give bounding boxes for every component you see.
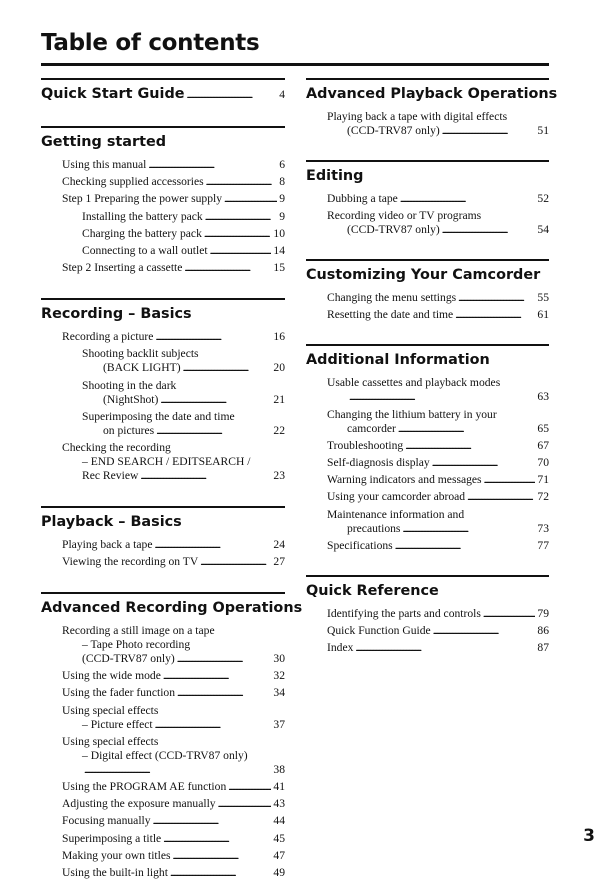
page-ref: 34 bbox=[273, 686, 285, 700]
page-ref: 15 bbox=[273, 261, 285, 275]
toc-entry[interactable] bbox=[306, 209, 549, 238]
page-ref: 30 bbox=[273, 652, 285, 666]
dot-leader bbox=[148, 158, 277, 173]
page-ref: 9 bbox=[279, 209, 285, 223]
toc-entry[interactable] bbox=[306, 539, 549, 554]
section-heading bbox=[306, 168, 549, 185]
toc-entry[interactable] bbox=[41, 735, 285, 778]
toc-entry[interactable] bbox=[41, 866, 285, 881]
toc-entry[interactable] bbox=[41, 244, 285, 259]
entry-text: camcorder bbox=[347, 421, 396, 435]
entry-text: Making your own titles bbox=[62, 848, 171, 862]
entry-text: Adjusting the exposure manually bbox=[62, 797, 216, 811]
entry-text-line: Shooting backlit subjects bbox=[82, 347, 199, 361]
page-ref: 37 bbox=[273, 717, 285, 731]
entry-text: Checking supplied accessories bbox=[62, 175, 204, 189]
toc-section-customizing-your-camcorder bbox=[306, 259, 549, 323]
page-ref: 16 bbox=[273, 330, 285, 344]
entry-text: Installing the battery pack bbox=[82, 209, 203, 223]
section-heading bbox=[41, 600, 303, 617]
page-ref: 24 bbox=[273, 537, 285, 551]
entry-text: Using the PROGRAM AE function bbox=[62, 780, 227, 793]
toc-entry[interactable] bbox=[306, 308, 549, 323]
page-ref: 77 bbox=[537, 538, 549, 552]
entry-text: Playing back a tape bbox=[62, 537, 153, 551]
page-ref: 70 bbox=[537, 455, 549, 469]
toc-entry[interactable] bbox=[306, 473, 549, 488]
dot-leader bbox=[398, 422, 535, 437]
entry-text-line: Checking the recording bbox=[62, 440, 171, 454]
toc-entry[interactable] bbox=[41, 261, 285, 276]
section-title: Advanced Playback Operations bbox=[306, 86, 558, 102]
dot-leader bbox=[173, 849, 272, 864]
entry-text-line: – Digital effect (CCD-TRV87 only) bbox=[82, 748, 248, 762]
toc-entry[interactable] bbox=[306, 110, 549, 139]
entry-text: Using the built-in light bbox=[62, 865, 168, 879]
toc-entry[interactable] bbox=[41, 441, 285, 484]
entry-text: Index bbox=[327, 641, 354, 655]
entry-text-line: Using special effects bbox=[62, 734, 159, 748]
entry-text: – Picture effect bbox=[82, 717, 153, 731]
toc-section-advanced-recording-operations bbox=[41, 592, 303, 881]
toc-entry[interactable] bbox=[41, 227, 285, 242]
toc-entry-list bbox=[306, 291, 549, 323]
toc-entry[interactable] bbox=[41, 192, 285, 207]
dot-leader bbox=[400, 192, 536, 207]
entry-text: (CCD-TRV87 only) bbox=[347, 223, 440, 237]
toc-entry-list bbox=[41, 158, 285, 276]
dot-leader bbox=[163, 832, 271, 847]
entry-text: Quick Function Guide bbox=[327, 623, 431, 637]
dot-leader bbox=[467, 490, 535, 505]
dot-leader bbox=[433, 624, 536, 639]
entry-text: Focusing manually bbox=[62, 814, 151, 828]
toc-entry[interactable] bbox=[41, 849, 285, 864]
toc-entry-list bbox=[41, 624, 285, 881]
dot-leader bbox=[156, 424, 271, 439]
entry-text: Warning indicators and messages bbox=[327, 473, 482, 487]
page-ref: 6 bbox=[279, 158, 285, 171]
section-title: Advanced Recording Operations bbox=[41, 600, 303, 617]
entry-text: Using the fader function bbox=[62, 686, 176, 700]
toc-entry[interactable] bbox=[41, 538, 285, 553]
page-ref: 27 bbox=[273, 555, 285, 569]
toc-entry[interactable] bbox=[41, 379, 285, 408]
toc-entry[interactable] bbox=[306, 376, 549, 405]
toc-entry[interactable] bbox=[41, 814, 285, 829]
dot-leader bbox=[160, 393, 271, 408]
section-title: Quick Start Guide bbox=[41, 86, 185, 102]
dot-leader bbox=[442, 223, 536, 238]
entry-text-line: Playing back a tape with digital effects bbox=[327, 110, 508, 123]
section-heading[interactable] bbox=[41, 86, 285, 104]
page-ref: 10 bbox=[273, 226, 285, 240]
toc-entry-list bbox=[306, 376, 549, 553]
entry-text-line: Changing the lithium battery in your bbox=[327, 407, 497, 421]
entry-text-line: Usable cassettes and playback modes bbox=[327, 376, 501, 390]
dot-leader bbox=[355, 641, 535, 656]
toc-entry[interactable] bbox=[306, 291, 549, 306]
dot-leader bbox=[483, 607, 536, 622]
page-ref: 73 bbox=[537, 521, 549, 535]
entry-text-line: Shooting in the dark bbox=[82, 378, 177, 392]
page-ref: 9 bbox=[279, 192, 285, 206]
toc-entry[interactable] bbox=[306, 490, 549, 505]
toc-entry-list bbox=[41, 538, 285, 570]
toc-entry[interactable] bbox=[306, 641, 549, 656]
dot-leader bbox=[163, 669, 272, 684]
dot-leader bbox=[228, 780, 271, 795]
page-ref: 52 bbox=[537, 192, 549, 205]
toc-left-column bbox=[41, 78, 303, 883]
dot-leader bbox=[177, 652, 272, 667]
toc-entry[interactable] bbox=[306, 456, 549, 471]
dot-leader bbox=[402, 522, 535, 537]
entry-text-line: Recording a still image on a tape bbox=[62, 624, 215, 638]
toc-entry[interactable] bbox=[41, 832, 285, 847]
dot-leader bbox=[177, 686, 271, 701]
toc-entry[interactable] bbox=[41, 347, 285, 376]
entry-text: Specifications bbox=[327, 538, 393, 552]
entry-text-line: – END SEARCH / EDITSEARCH / bbox=[82, 454, 251, 468]
dot-leader bbox=[442, 124, 536, 139]
page-ref: 49 bbox=[273, 865, 285, 879]
entry-text: Identifying the parts and controls bbox=[327, 606, 481, 620]
dot-leader bbox=[154, 538, 271, 553]
toc-entry[interactable] bbox=[41, 686, 285, 701]
section-title: Customizing Your Camcorder bbox=[306, 267, 541, 284]
dot-leader bbox=[455, 308, 535, 323]
dot-leader bbox=[405, 439, 535, 454]
entry-text: Changing the menu settings bbox=[327, 291, 457, 305]
dot-leader bbox=[349, 390, 535, 405]
toc-entry-list bbox=[306, 110, 549, 139]
entry-text: (BACK LIGHT) bbox=[103, 361, 181, 375]
entry-text: Recording a picture bbox=[62, 330, 154, 344]
section-heading bbox=[306, 86, 558, 103]
dot-leader bbox=[484, 473, 536, 488]
toc-section-recording-basics bbox=[41, 298, 285, 484]
toc-entry[interactable] bbox=[41, 669, 285, 684]
toc-entry[interactable] bbox=[41, 410, 285, 439]
toc-entry-list bbox=[306, 192, 549, 238]
toc-entry[interactable] bbox=[306, 624, 549, 639]
dot-leader bbox=[200, 555, 271, 570]
section-title: Additional Information bbox=[306, 352, 490, 369]
dot-leader bbox=[458, 291, 535, 306]
toc-section-playback-basics bbox=[41, 506, 285, 570]
toc-entry[interactable] bbox=[306, 508, 549, 537]
page-ref: 8 bbox=[279, 175, 285, 189]
dot-leader bbox=[218, 797, 272, 812]
toc-entry[interactable] bbox=[41, 210, 285, 225]
entry-text: Step 1 Preparing the power supply bbox=[62, 192, 223, 206]
toc-entry[interactable] bbox=[41, 158, 285, 173]
entry-text: on pictures bbox=[103, 423, 155, 437]
toc-section-getting-started bbox=[41, 126, 285, 276]
toc-section-advanced-playback-operations bbox=[306, 78, 558, 139]
toc-section-quick-start-guide bbox=[41, 78, 285, 104]
page-ref: 45 bbox=[273, 831, 285, 845]
entry-text: (CCD-TRV87 only) bbox=[347, 124, 440, 137]
dot-leader bbox=[395, 539, 536, 554]
section-heading bbox=[306, 583, 549, 600]
section-title: Playback – Basics bbox=[41, 513, 182, 530]
page-title: Table of contents bbox=[41, 30, 260, 56]
toc-entry-list bbox=[306, 607, 549, 656]
entry-text: Dubbing a tape bbox=[327, 192, 398, 205]
toc-entry[interactable] bbox=[306, 192, 549, 207]
dot-leader bbox=[184, 261, 271, 276]
page-ref: 4 bbox=[279, 89, 285, 101]
toc-entry[interactable] bbox=[41, 330, 285, 345]
page-ref: 43 bbox=[273, 797, 285, 811]
dot-leader bbox=[432, 456, 536, 471]
dot-leader bbox=[155, 718, 272, 733]
entry-text: (NightShot) bbox=[103, 392, 159, 406]
toc-section-additional-information bbox=[306, 344, 549, 553]
page-ref: 38 bbox=[273, 762, 285, 776]
page-ref: 87 bbox=[537, 641, 549, 655]
page-ref: 71 bbox=[537, 473, 549, 487]
page-ref: 41 bbox=[273, 780, 285, 793]
entry-text: precautions bbox=[347, 521, 401, 535]
section-title: Recording – Basics bbox=[41, 306, 192, 323]
page-ref: 14 bbox=[273, 243, 285, 257]
entry-text: (CCD-TRV87 only) bbox=[82, 652, 175, 666]
entry-text: Superimposing a title bbox=[62, 831, 162, 845]
page-ref: 55 bbox=[537, 291, 549, 305]
toc-section-quick-reference bbox=[306, 575, 549, 656]
entry-text: Using the wide mode bbox=[62, 669, 161, 683]
dot-leader bbox=[206, 175, 278, 190]
page-ref: 79 bbox=[537, 606, 549, 620]
entry-text-line: – Tape Photo recording bbox=[82, 638, 191, 652]
toc-entry[interactable] bbox=[306, 408, 549, 437]
page-ref: 54 bbox=[537, 223, 549, 237]
dot-leader bbox=[224, 192, 277, 207]
page-ref: 67 bbox=[537, 438, 549, 452]
entry-text-line: Recording video or TV programs bbox=[327, 209, 482, 223]
page-ref: 20 bbox=[273, 361, 285, 375]
toc-section-editing bbox=[306, 160, 549, 238]
page-ref: 86 bbox=[537, 623, 549, 637]
entry-text: Resetting the date and time bbox=[327, 308, 454, 322]
section-heading bbox=[306, 352, 549, 369]
page-ref: 44 bbox=[273, 814, 285, 828]
entry-text-line: Maintenance information and bbox=[327, 507, 465, 521]
toc-entry[interactable] bbox=[306, 607, 549, 622]
toc-right-column bbox=[306, 78, 558, 658]
entry-text-line: Superimposing the date and time bbox=[82, 409, 235, 423]
toc-entry-list bbox=[41, 330, 285, 484]
page-ref: 63 bbox=[537, 390, 549, 404]
toc-entry[interactable] bbox=[41, 797, 285, 812]
dot-leader bbox=[153, 814, 272, 829]
section-heading bbox=[41, 514, 285, 531]
dot-leader bbox=[210, 244, 272, 259]
page-ref: 22 bbox=[273, 423, 285, 437]
section-heading bbox=[306, 267, 549, 284]
entry-text: Using this manual bbox=[62, 158, 147, 171]
entry-text: Connecting to a wall outlet bbox=[82, 243, 208, 257]
page-ref: 65 bbox=[537, 421, 549, 435]
page-ref: 51 bbox=[537, 124, 549, 137]
dot-leader bbox=[155, 330, 271, 345]
entry-text: Troubleshooting bbox=[327, 438, 404, 452]
section-title: Editing bbox=[306, 168, 364, 184]
dot-leader bbox=[187, 87, 278, 104]
dot-leader bbox=[170, 866, 271, 881]
page-ref: 47 bbox=[273, 848, 285, 862]
section-title: Quick Reference bbox=[306, 582, 439, 599]
entry-text: Charging the battery pack bbox=[82, 226, 202, 240]
dot-leader bbox=[204, 227, 272, 242]
title-rule bbox=[41, 63, 549, 66]
toc-entry[interactable] bbox=[41, 704, 285, 733]
entry-text: Using your camcorder abroad bbox=[327, 490, 466, 504]
toc-entry[interactable] bbox=[41, 780, 285, 795]
section-heading bbox=[41, 306, 285, 323]
page-ref: 32 bbox=[273, 669, 285, 683]
toc-entry[interactable] bbox=[41, 624, 285, 667]
dot-leader bbox=[183, 361, 272, 376]
toc-entry[interactable] bbox=[41, 175, 285, 190]
entry-text: Step 2 Inserting a cassette bbox=[62, 261, 183, 275]
page-ref: 72 bbox=[537, 490, 549, 504]
section-title: Getting started bbox=[41, 134, 167, 150]
dot-leader bbox=[84, 763, 271, 778]
section-heading bbox=[41, 134, 285, 151]
dot-leader bbox=[205, 210, 277, 225]
toc-entry[interactable] bbox=[306, 439, 549, 454]
page-ref: 61 bbox=[537, 308, 549, 322]
page-ref: 21 bbox=[273, 392, 285, 406]
entry-text: Viewing the recording on TV bbox=[62, 555, 199, 569]
dot-leader bbox=[140, 469, 271, 484]
entry-text-line: Using special effects bbox=[62, 703, 159, 717]
page-number: 3 bbox=[583, 826, 595, 846]
entry-text: Self-diagnosis display bbox=[327, 455, 430, 469]
toc-entry[interactable] bbox=[41, 555, 285, 570]
page-ref: 23 bbox=[273, 468, 285, 482]
entry-text: Rec Review bbox=[82, 468, 139, 482]
